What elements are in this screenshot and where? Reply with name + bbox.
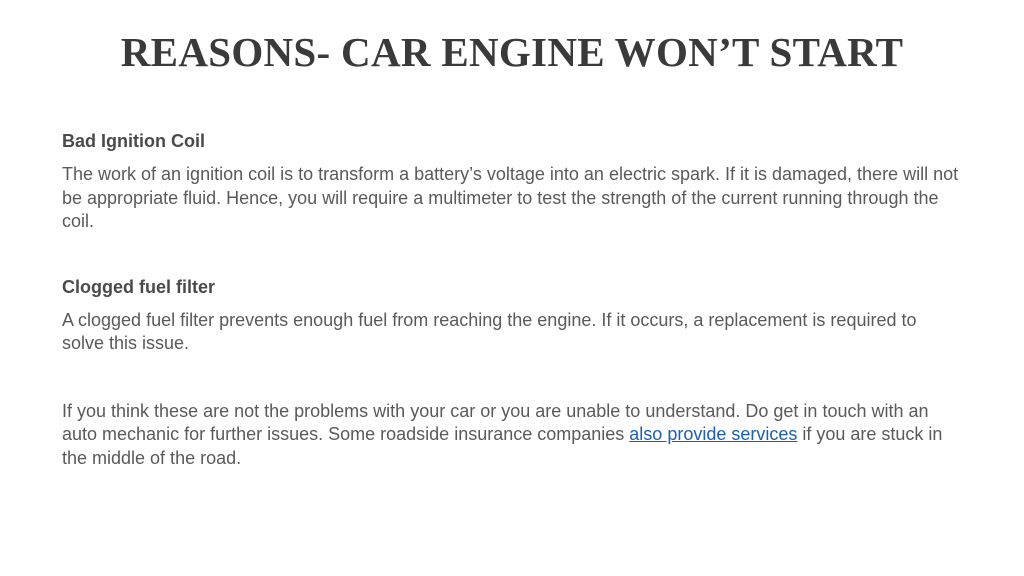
closing-text-after: if you are stuck in the middle of the road.: [62, 424, 943, 468]
closing-text-before: If you think these are not the problems with your car or you are unable to understand. Do get in touch with an auto mechanic for further issues. Some roadside insurance companies: [62, 400, 929, 444]
section-heading: Bad Ignition Coil: [62, 131, 205, 151]
closing-paragraph: [62, 400, 962, 471]
slide-title: REASONS- CAR ENGINE WON’T START: [120, 29, 904, 75]
section-heading: Clogged fuel filter: [62, 276, 215, 297]
section-body: A clogged fuel filter prevents enough fuel from reaching the engine. If it occurs, a replacement is required to solve this issue.: [62, 309, 917, 353]
spacer: [62, 356, 962, 400]
section-body: The work of an ignition coil is to transform a battery’s voltage into an electric spark. If it is damaged, there will not be appropriate fluid. Hence, you will require a multimeter to test the strength of the current running through the coil.: [62, 164, 959, 231]
spacer: [62, 234, 962, 275]
insurance-services-link[interactable]: also provide services: [629, 424, 798, 444]
slide-content: [62, 129, 962, 470]
section-bad-ignition-coil: [62, 129, 962, 234]
section-clogged-fuel-filter: [62, 275, 962, 356]
